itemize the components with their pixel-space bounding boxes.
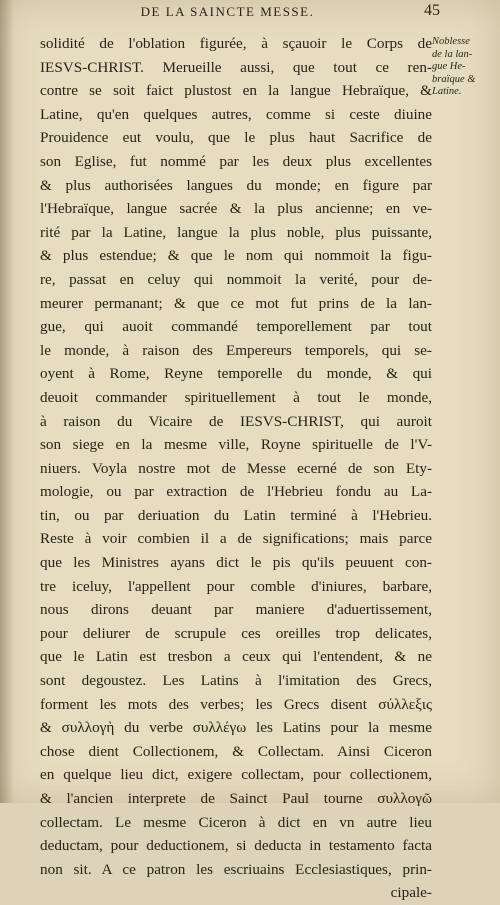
text-line: tre iceluy, l'appellent pour comble d'iniures, barbare,	[40, 577, 432, 595]
text-line: forment les mots des verbes; les Grecs disent σύλλεξις	[40, 695, 432, 713]
text-line: l'Hebraïque, langue sacrée & la plus ancienne; en ve-	[40, 200, 432, 218]
text-line: niuers. Voyla nostre mot de Messe ecerné de son Ety-	[40, 459, 432, 477]
margin-note-line: gue He-	[432, 61, 466, 72]
text-line: son siege en la mesme ville, Royne spirituelle de l'V-	[40, 436, 432, 454]
text-line: à raison du Vicaire de IESVS-CHRIST, qui auroit	[40, 412, 432, 430]
page-number: 45	[424, 2, 440, 19]
margin-note-line: braïque &	[432, 73, 476, 85]
running-title: DE LA SAINCTE MESSE.	[140, 4, 315, 19]
text-line: tin, ou par deriuation du Latin terminé à l'Hebrieu.	[40, 506, 432, 524]
text-line: Prouidence eut voulu, que le plus haut Sacrifice de	[40, 129, 432, 147]
body-text	[40, 32, 432, 905]
text-line: chose dient Collectionem, & Collectam. Ainsi Ciceron	[40, 742, 432, 760]
text-line: contre se soit faict plustost en la langue Hebraïque, &	[40, 82, 432, 100]
text-line: Latine, qu'en quelques autres, comme si ceste diuine	[40, 105, 432, 123]
text-line: le monde, à raison des Empereurs temporels, qui se-	[40, 341, 432, 359]
margin-note-line: de la lan-	[432, 48, 473, 60]
text-line: que le Latin est tresbon a ceux qui l'entendent, & ne	[40, 648, 432, 666]
text-line: rité par la Latine, langue la plus noble, plus puissante,	[40, 223, 432, 241]
text-line: gue, qui auoit commandé temporellement par tout	[40, 318, 432, 336]
text-line: & plus estendue; & que le nom qui nommoit la figu-	[40, 247, 432, 265]
text-line: oyent à Rome, Reyne temporelle du monde, & qui	[40, 365, 432, 383]
text-line: & συλλογὴ du verbe συλλέγω les Latins pour la mesme	[40, 719, 432, 737]
text-line: solidité de l'oblation figurée, à sçauoir le Corps de	[40, 35, 432, 52]
text-line: collectam. Le mesme Ciceron à dict en vn autre lieu	[40, 813, 432, 831]
text-line: pour deliurer de scrupule ces oreilles trop delicates,	[40, 624, 432, 642]
text-line: que les Ministres ayans dict le pis qu'ils peuuent con-	[40, 554, 432, 572]
text-line: & plus authorisées langues du monde; en figure par	[40, 176, 432, 194]
page-header	[40, 4, 440, 24]
page-gutter-shadow	[0, 0, 14, 803]
margin-note-line: Noblesse	[432, 36, 470, 47]
text-line: en quelque lieu dict, exigere collectam, pour collectionem,	[40, 766, 432, 784]
text-line: son Eglise, fut nommé par les deux plus excellentes	[40, 152, 432, 170]
text-line: IESVS-CHRIST. Merueille aussi, que tout ce ren-	[40, 58, 432, 76]
text-line: sont degoustez. Les Latins à l'imitation des Grecs,	[40, 672, 432, 690]
text-line: mologie, ou par extraction de l'Hebrieu fondu au La-	[40, 483, 432, 501]
text-line-catchword: cipale-	[390, 884, 432, 902]
text-line: meurer permanant; & que ce mot fut prins de la lan-	[40, 294, 432, 312]
margin-note	[432, 36, 494, 99]
text-line: & l'ancien interprete de Sainct Paul tourne συλλογῶ	[40, 790, 432, 807]
text-line: nous dirons deuant par maniere d'aduertissement,	[40, 601, 432, 619]
text-line: re, passat en celuy qui nommoit la verité, pour de-	[40, 270, 432, 288]
text-line: non sit. A ce patron les escriuains Ecclesiastiques, prin-	[40, 860, 432, 878]
margin-note-line: Latine.	[432, 86, 462, 97]
text-line: deuoit commander spirituellement à tout le monde,	[40, 388, 432, 406]
text-line: deductam, pour deductionem, si deducta in testamento facta	[40, 837, 432, 855]
text-line: Reste à voir combien il a de significations; mais parce	[40, 530, 432, 548]
